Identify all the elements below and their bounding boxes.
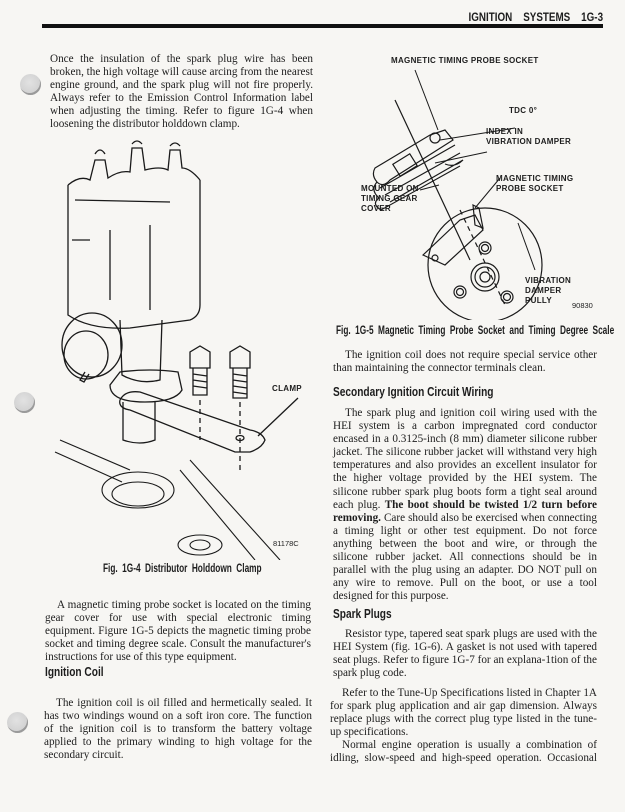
timing-degree-scale <box>423 205 483 265</box>
probe-socket-paragraph: A magnetic timing probe socket is located on the timing gear cover for use with special electronic timing equipment. Figure 1G-5 depicts the magnetic timing probe socket and timing degree scale. Consult the manufacturer's instructions for use of this type equipment. <box>45 599 311 664</box>
vacuum-advance-unit <box>62 313 122 382</box>
engine-block-outline <box>55 440 280 560</box>
figure-1g5-label-probe-socket-right: MAGNETIC TIMING PROBE SOCKET <box>496 174 574 193</box>
figure-1g5-label-probe-socket-top: MAGNETIC TIMING PROBE SOCKET <box>391 56 539 65</box>
binder-hole-bottom <box>7 712 28 733</box>
figure-1g5-code: 90830 <box>572 301 593 310</box>
section-title: IGNITION SYSTEMS <box>468 10 571 24</box>
normal-operation-paragraph: Normal engine operation is usually a combination of idling, slow-speed and high-speed operation. Occasional <box>330 739 597 765</box>
ignition-coil-paragraph: The ignition coil is oil filled and hermetically sealed. It has two windings wound on a soft iron core. The function of the ignition coil is to transform the battery voltage applied to the primary winding to high voltage for the secondary circuit. <box>44 697 312 762</box>
tuneup-paragraph: Refer to the Tune-Up Specifications listed in Chapter 1A for spark plug application and air gap dimension. Always replace plugs with the correct plug type listed in the tune-up specifications. <box>330 687 597 739</box>
figure-1g5-label-index: INDEX IN VIBRATION DAMPER <box>486 127 572 146</box>
distributor-housing <box>110 320 182 443</box>
boot-warning: The boot should be twisted 1/2 turn before removing. <box>333 498 597 524</box>
figure-1g5-label-tdc: TDC 0° <box>509 106 538 115</box>
figure-1g4-distributor-illustration <box>50 140 330 560</box>
secondary-wiring-heading: Secondary Ignition Circuit Wiring <box>333 384 494 399</box>
figure-1g5-label-damper: VIBRATION DAMPER PULLY <box>525 276 572 305</box>
spark-plugs-heading: Spark Plugs <box>333 606 392 621</box>
figure-1g5-label-mounted: MOUNTED ON TIMING GEAR COVER <box>361 184 419 213</box>
header-rule <box>42 24 603 28</box>
secondary-wiring-paragraph: The spark plug and ignition coil wiring used with the HEI system is a carbon impregnated cord conductor encased in a 0.3125-inch (8 mm) diameter silicone rubber jacket. The silicone rubber jacket will withstand very high temperatures and also provides an excellent insulator for the higher voltage provided by the HEI system. The silicone rubber spark plug boots form a tight seal around each plug. The boot should be twisted 1/2 turn before removing. Care should also be exercised when connecting a timing light or other test equipment. Do not force anything between the boot and wire, or through the silicone rubber jacket. All connections should be in parallel with the plug using an adapter. DO NOT pull on any wire to remove. Pull on the boot, or use a tool designed for this purpose. <box>333 407 597 603</box>
distributor-cap <box>68 141 200 328</box>
coil-service-paragraph: The ignition coil does not require special service other than maintaining the connector terminals clean. <box>333 349 597 375</box>
clamp-leader-line <box>258 398 298 436</box>
figure-1g4-label-clamp: CLAMP <box>272 384 302 393</box>
figure-1g4-caption: Fig. 1G-4 Distributor Holddown Clamp <box>103 563 262 575</box>
running-header <box>468 10 603 24</box>
figure-1g5-leader-lines <box>415 70 538 270</box>
figure-1g5-caption: Fig. 1G-5 Magnetic Timing Probe Socket and Timing Degree Scale <box>336 325 615 337</box>
figure-1g4-code: 81178C <box>273 539 299 548</box>
ignition-coil-heading: Ignition Coil <box>45 664 104 679</box>
intro-paragraph: Once the insulation of the spark plug wire has been broken, the high voltage will cause arcing from the nearest engine ground, and the spark plug will not fire properly. Always refer to the Emission Control Information label when adjusting the timing. Refer to figure 1G-4 when loosening the distributor holddown clamp. <box>50 53 313 131</box>
alignment-line <box>395 100 470 260</box>
binder-hole-middle <box>14 392 35 413</box>
page-number: 1G-3 <box>581 10 603 24</box>
binder-hole-top <box>20 74 41 95</box>
spark-plugs-paragraph: Resistor type, tapered seat spark plugs are used with the HEI System (fig. 1G-6). A gasket is not used with tapered seat plugs. Refer to figure 1G-7 for an explana-1tion of the spark plug code. <box>333 628 597 680</box>
